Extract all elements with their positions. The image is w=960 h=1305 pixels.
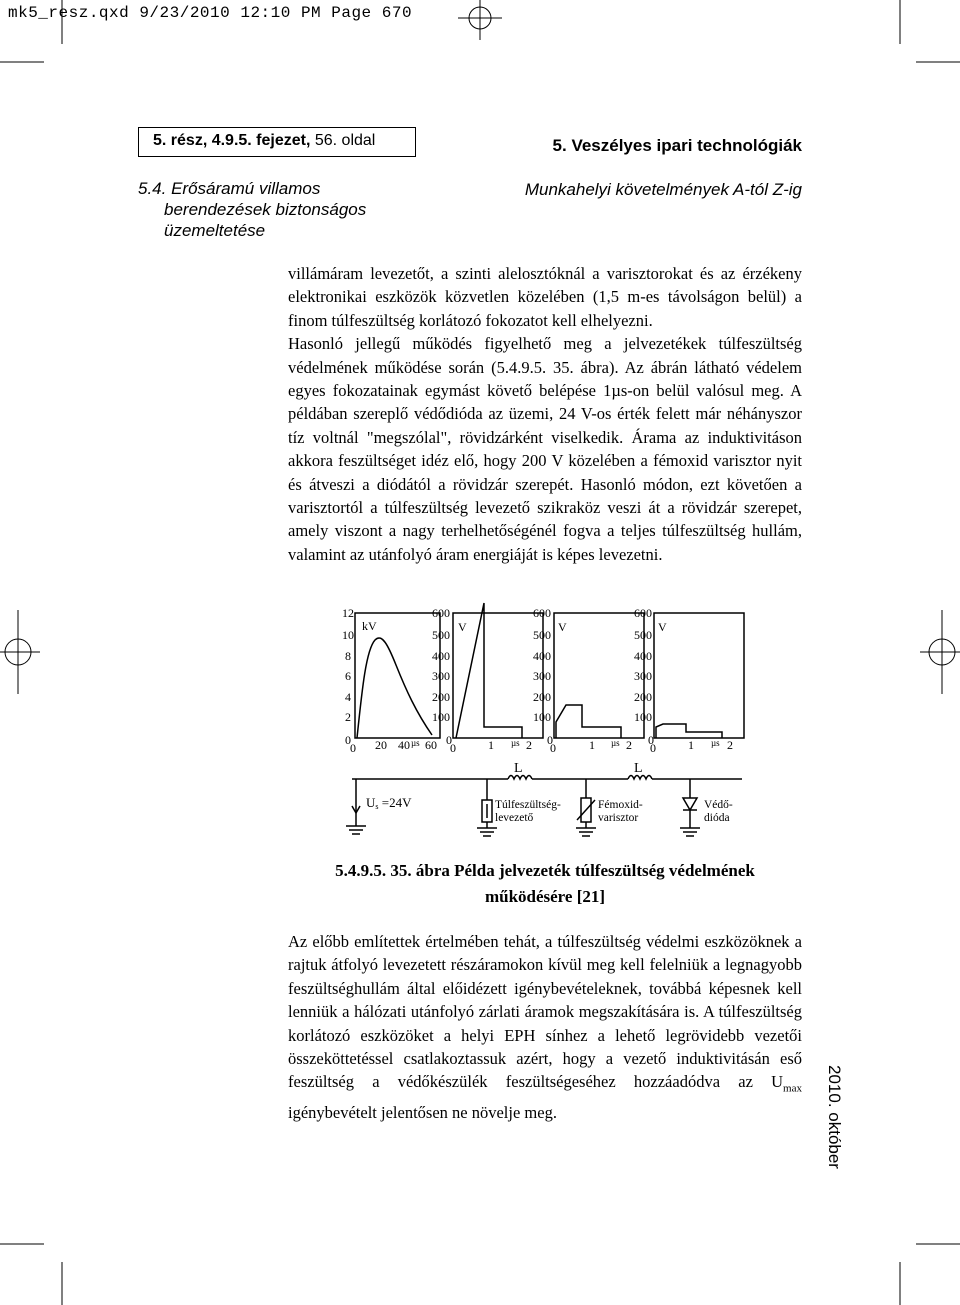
diode-label: dióda [704, 812, 730, 824]
figure-surge-protection [330, 600, 750, 840]
reference-page: 56. oldal [310, 132, 376, 149]
tick-label: 0 [550, 741, 556, 755]
section-title [138, 178, 366, 241]
graph3-curve [556, 705, 621, 738]
x-unit: µs [511, 738, 520, 748]
tick-label: 20 [375, 738, 387, 752]
tick-label: 500 [634, 628, 652, 642]
tick-label: 400 [432, 649, 450, 663]
x-unit: µs [711, 738, 720, 748]
paragraph-main: Az előbb említettek értelmében tehát, a túlfeszültség védelmi eszközöknek a rajtuk átfolyó levezetett részáramokon kívül meg kell felelniük a legnagyobb feszültséghullám által előidézett igénybevételeknek, továbbá képesnek kell lenniük a hálózati utánfolyó zárlati áramok megszakítására is. A túlfeszültség korlátozó eszközöket a helyi EPH sínhez a lehető legrövidebb vezetői összeköttetéssel csatlakoztassuk azért, hogy a vezető induktivitásán eső feszültség a védőkészülék feszültségeséhez hozzáadódva az U [288, 932, 802, 1092]
tick-label: 60 [425, 738, 437, 752]
tick-label: 300 [432, 669, 450, 683]
varistor-label: Fémoxid- [598, 799, 643, 811]
tick-label: 200 [634, 690, 652, 704]
book-subtitle: Munkahelyi követelmények A-tól Z-ig [524, 180, 802, 199]
tick-label: 10 [342, 628, 354, 642]
tick-label: 0 [547, 733, 553, 747]
paragraph: villámáram levezetőt, a szinti alelosztóknál a varisztorokat és az érzékeny elektronikai eszközök közvetlen közelében (1,5 m-es távolságon belül) a finom túlfeszültség korlátozó fokozatot kell elhelyezni. [288, 264, 802, 330]
source-symbol: U [366, 795, 376, 810]
caption-line: működésére [21] [484, 887, 606, 906]
tick-label: 300 [533, 669, 551, 683]
graph3-frame [554, 613, 644, 738]
graph1-curve [357, 638, 432, 738]
tick-label: 100 [432, 710, 450, 724]
tick-label: 100 [533, 710, 551, 724]
tick-label: 100 [634, 710, 652, 724]
tick-label: 500 [533, 628, 551, 642]
figure-caption [288, 858, 802, 910]
source-label [366, 795, 412, 811]
graph2-unit: V [458, 620, 467, 634]
tick-label: 200 [432, 690, 450, 704]
side-date: 2010. október [825, 1065, 844, 1169]
chapter-title: 5. Veszélyes ipari technológiák [552, 136, 802, 155]
reference-bold: 5. rész, 4.9.5. fejezet, [153, 132, 311, 149]
tick-label: 300 [634, 669, 652, 683]
tick-label: 200 [533, 690, 551, 704]
tick-label: 0 [450, 741, 456, 755]
tick-label: 12 [342, 606, 354, 620]
graph4-unit: V [658, 620, 667, 634]
tick-label: 0 [446, 733, 452, 747]
graph4-frame [654, 613, 744, 738]
tick-label: 2 [626, 738, 632, 752]
graph1-unit: kV [362, 619, 377, 633]
tick-label: 0 [650, 741, 656, 755]
tick-label: 4 [345, 690, 351, 704]
tick-label: 6 [345, 669, 351, 683]
source-subscript: s [375, 802, 379, 811]
body-text-bottom [288, 930, 802, 1125]
inductor-label: L [514, 761, 523, 776]
tick-label: 600 [634, 606, 652, 620]
tick-label: 1 [589, 738, 595, 752]
subscript: max [783, 1082, 802, 1095]
tick-label: 0 [350, 741, 356, 755]
tick-label: 1 [488, 738, 494, 752]
diode-label: Védő- [704, 799, 733, 811]
graph3-unit: V [558, 620, 567, 634]
tick-label: 500 [432, 628, 450, 642]
tick-label: 600 [533, 606, 551, 620]
caption-line: 5.4.9.5. 35. ábra Példa jelvezeték túlfeszültség védelmének [335, 861, 755, 880]
tick-label: 1 [688, 738, 694, 752]
graph1-y-ticks [342, 606, 354, 747]
paragraph-end: igénybevételt jelentősen ne növelje meg. [288, 1103, 557, 1123]
section-title-line: 5.4. Erősáramú villamos [138, 179, 321, 198]
source-value: =24V [378, 795, 412, 810]
tick-label: 400 [634, 649, 652, 663]
tick-label: 400 [533, 649, 551, 663]
tick-label: 2 [526, 738, 532, 752]
arrester-label: Túlfeszültség- [495, 799, 561, 811]
tick-label: 600 [432, 606, 450, 620]
inductor-2 [628, 776, 652, 780]
tick-label: 8 [345, 649, 351, 663]
x-unit: µs [611, 738, 620, 748]
paragraph [288, 930, 802, 1125]
tick-label: 40 [398, 738, 410, 752]
paragraph: Hasonló jellegű működés figyelhető meg a jelvezetékek túlfeszültség védelmének működése során (5.4.9.5. 35. ábra). Az ábrán látható védelem egyes fokozatainak egymást követő belépése 1µs-on belül valósul meg. A példában szereplő védődióda az üzemi, 24 V-os érték felett már néhányszor tíz voltnál "megszólal", rövidzárként viselkedik. Árama az induktivitáson akkora feszültséget idéz elő, hogy 200 V közelében a fémoxid varisztor nyit és átveszi a diódától a rövidzár szerepét. Hasonló módon, ezt követően a varisztortól a túlfeszültség levezető szikraköz veszi át a rövidzár szerepet, amely viszont a nagy terhelhetőségénél fogva a teljes túlfeszültség hullám, valamint az utánfolyó áram energiáját is képes levezetni. [288, 334, 802, 564]
tick-label: 2 [727, 738, 733, 752]
file-slug: mk5_resz.qxd 9/23/2010 12:10 PM Page 670 [8, 4, 413, 22]
inductor-label: L [634, 761, 643, 776]
section-title-line: berendezések biztonságos [164, 200, 367, 219]
x-unit: µs [411, 738, 420, 748]
tick-label: 2 [345, 710, 351, 724]
section-title-line: üzemeltetése [164, 221, 266, 240]
reference-box [138, 127, 416, 157]
varistor-label: varisztor [598, 812, 639, 824]
diode-symbol [683, 798, 697, 810]
body-text-top [288, 262, 802, 566]
graph2-y-ticks [432, 606, 452, 747]
tick-label: 0 [648, 733, 654, 747]
graph4-curve [656, 724, 722, 738]
arrester-label: levezető [495, 812, 534, 824]
tick-label: 0 [345, 733, 351, 747]
inductor-1 [508, 776, 532, 780]
